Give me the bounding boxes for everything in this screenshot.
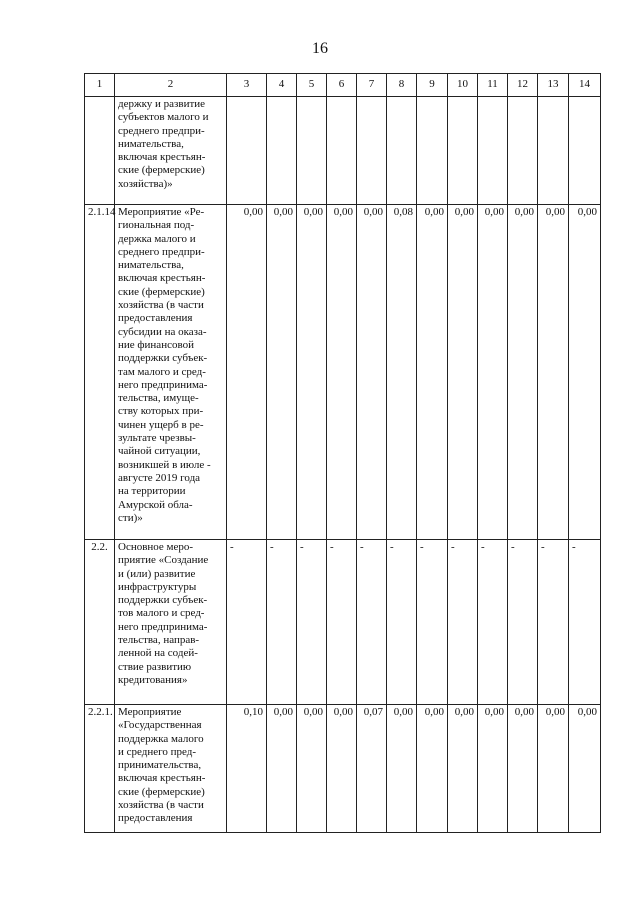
header-cell: 11 [478,74,508,97]
value-cell [267,97,297,205]
value-cell [227,97,267,205]
table-row [85,97,601,205]
table-row [85,705,601,833]
header-cell: 10 [448,74,478,97]
value-cell: 0,00 [478,705,508,833]
value-cell: 0,00 [538,205,569,540]
header-row [85,74,601,97]
row-description: Основное меро- приятие «Создание и (или) развитие инфраструктуры поддержки субъек- тов малого и сред- него предпринима- тельства, направ- ленной на содей- ствие развитию кредитования» [115,540,227,705]
row-number [85,97,115,205]
header-cell: 5 [297,74,327,97]
value-cell [327,97,357,205]
value-cell: 0,00 [417,705,448,833]
value-cell: - [297,540,327,705]
value-cell [357,97,387,205]
value-cell: - [478,540,508,705]
value-cell: - [538,540,569,705]
row-number: 2.2.1. [85,705,115,833]
header-cell: 7 [357,74,387,97]
value-cell: 0,00 [297,205,327,540]
value-cell [478,97,508,205]
value-cell: 0,00 [387,705,417,833]
value-cell: 0,00 [508,705,538,833]
value-cell [508,97,538,205]
data-table [84,73,601,833]
row-number: 2.2. [85,540,115,705]
row-description: Мероприятие «Государственная поддержка малого и среднего пред- принимательства, включая крестьян- ские (фермерские) хозяйства (в части предоставления [115,705,227,833]
value-cell: - [387,540,417,705]
value-cell: 0,00 [569,705,601,833]
value-cell [448,97,478,205]
row-description: Мероприятие «Ре- гиональная под- держка малого и среднего предпри- нимательства, включая крестьян- ские (фермерские) хозяйства (в части предоставления субсидии на оказа- ние финансовой поддержки субъек- там малого и сред- него предпринима- тельства, имуще- ству которых при- чинен ущерб в ре- зультате чрезвы- чайной ситуации, возникшей в июле - августе 2019 года на территории Амурской обла- сти)» [115,205,227,540]
value-cell: - [448,540,478,705]
header-cell: 1 [85,74,115,97]
value-cell: - [569,540,601,705]
value-cell: - [267,540,297,705]
value-cell: 0,00 [417,205,448,540]
page-number: 16 [312,40,328,57]
value-cell: 0,00 [327,705,357,833]
row-number: 2.1.14 [85,205,115,540]
value-cell: - [508,540,538,705]
value-cell [569,97,601,205]
value-cell: 0,00 [267,205,297,540]
value-cell [538,97,569,205]
value-cell: 0,00 [297,705,327,833]
header-cell: 2 [115,74,227,97]
value-cell: 0,00 [448,205,478,540]
value-cell: - [417,540,448,705]
value-cell: 0,10 [227,705,267,833]
header-cell: 8 [387,74,417,97]
header-cell: 12 [508,74,538,97]
header-cell: 9 [417,74,448,97]
value-cell [387,97,417,205]
value-cell: 0,00 [538,705,569,833]
value-cell [297,97,327,205]
value-cell: 0,08 [387,205,417,540]
value-cell: 0,00 [508,205,538,540]
header-cell: 6 [327,74,357,97]
header-cell: 3 [227,74,267,97]
value-cell: 0,00 [448,705,478,833]
value-cell: - [357,540,387,705]
value-cell: - [227,540,267,705]
table-row [85,540,601,705]
header-cell: 13 [538,74,569,97]
row-description: держку и развитие субъектов малого и среднего предпри- нимательства, включая крестьян- ские (фермерские) хозяйства)» [115,97,227,205]
value-cell: 0,00 [569,205,601,540]
header-cell: 14 [569,74,601,97]
value-cell: 0,07 [357,705,387,833]
value-cell: 0,00 [227,205,267,540]
value-cell: 0,00 [327,205,357,540]
value-cell [417,97,448,205]
value-cell: 0,00 [267,705,297,833]
value-cell: - [327,540,357,705]
value-cell: 0,00 [478,205,508,540]
value-cell: 0,00 [357,205,387,540]
header-cell: 4 [267,74,297,97]
table-row [85,205,601,540]
